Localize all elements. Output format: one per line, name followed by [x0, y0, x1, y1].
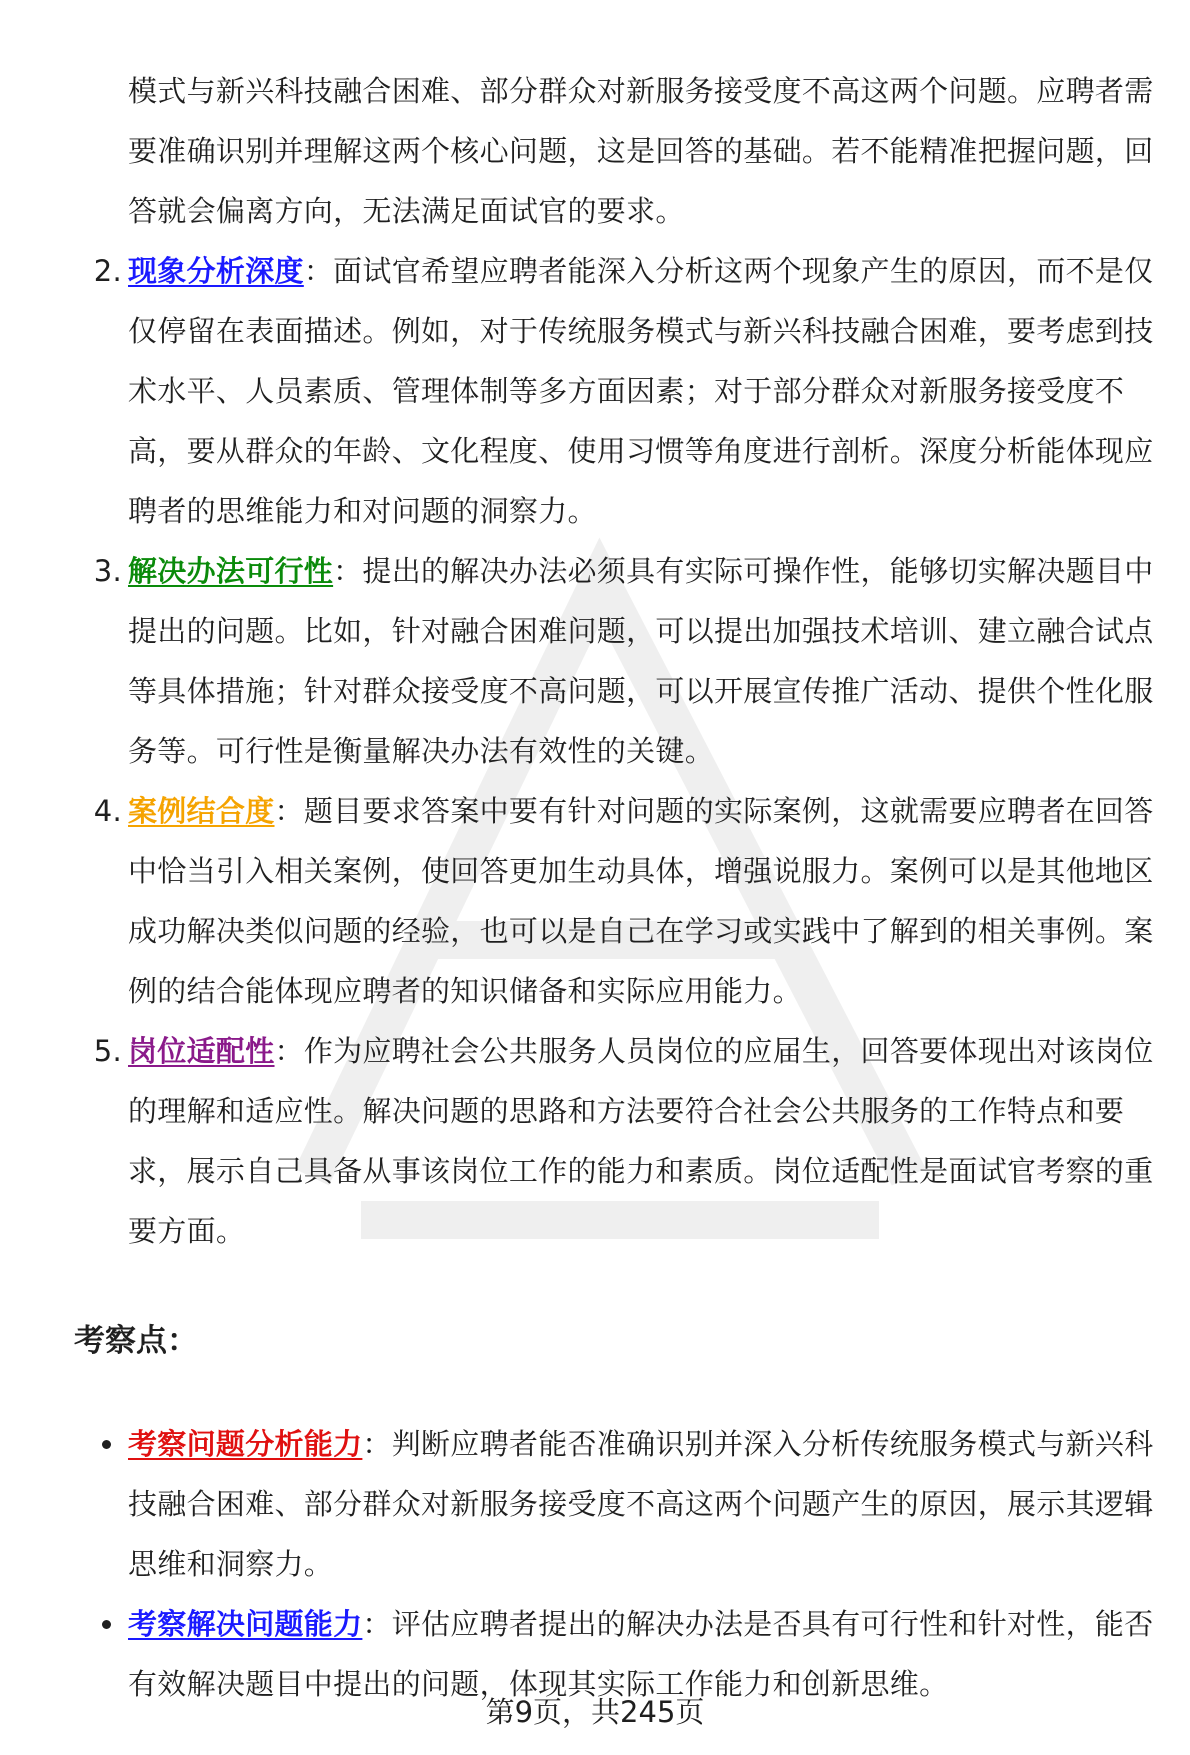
point-keyword-link[interactable]: 考察解决问题能力	[128, 1607, 363, 1641]
criteria-item	[93, 1021, 1158, 1261]
criteria-item	[93, 241, 1158, 541]
item-text: ：提出的解决办法必须具有实际可操作性，能够切实解决题目中提出的问题。比如，针对融合困难问题，可以提出加强技术培训、建立融合试点等具体措施；针对群众接受度不高问题，可以开展宣传推广活动、提供个性化服务等。可行性是衡量解决办法有效性的关键。	[128, 554, 1154, 768]
bullet-icon	[102, 1620, 111, 1629]
intro-text: 模式与新兴科技融合困难、部分群众对新服务接受度不高这两个问题。应聘者需要准确识别并理解这两个核心问题，这是回答的基础。若不能精准把握问题，回答就会偏离方向，无法满足面试官的要求。	[128, 74, 1154, 228]
item-keyword-link[interactable]: 解决办法可行性	[128, 554, 334, 588]
point-keyword-link[interactable]: 考察问题分析能力	[128, 1427, 363, 1461]
criteria-list	[93, 241, 1158, 1261]
item-keyword-link[interactable]: 案例结合度	[128, 794, 275, 828]
item-number: 3.	[93, 554, 122, 588]
item-number: 5.	[93, 1034, 122, 1068]
item-text: ：题目要求答案中要有针对问题的实际案例，这就需要应聘者在回答中恰当引入相关案例，使回答更加生动具体，增强说服力。案例可以是其他地区成功解决类似问题的经验，也可以是自己在学习或实践中了解到的相关事例。案例的结合能体现应聘者的知识储备和实际应用能力。	[128, 794, 1154, 1008]
item-text: ：作为应聘社会公共服务人员岗位的应届生，回答要体现出对该岗位的理解和适应性。解决问题的思路和方法要符合社会公共服务的工作特点和要求，展示自己具备从事该岗位工作的能力和素质。岗位适配性是面试官考察的重要方面。	[128, 1034, 1154, 1248]
section-title: 考察点：	[74, 1323, 198, 1359]
point-text: ：评估应聘者提出的解决办法是否具有可行性和针对性，能否有效解决题目中提出的问题，体现其实际工作能力和创新思维。	[128, 1607, 1154, 1701]
page-footer: 第9页，共245页	[485, 1695, 705, 1729]
bullet-icon	[102, 1440, 111, 1449]
criteria-item	[93, 541, 1158, 781]
intro-paragraph	[128, 61, 1158, 241]
assessment-points-list	[128, 1414, 1158, 1714]
assessment-point	[128, 1414, 1158, 1594]
item-number: 4.	[93, 794, 122, 828]
criteria-item	[93, 781, 1158, 1021]
item-number: 2.	[93, 254, 122, 288]
item-keyword-link[interactable]: 岗位适配性	[128, 1034, 275, 1068]
item-keyword-link[interactable]: 现象分析深度	[128, 254, 304, 288]
point-text: ：判断应聘者能否准确识别并深入分析传统服务模式与新兴科技融合困难、部分群众对新服务接受度不高这两个问题产生的原因，展示其逻辑思维和洞察力。	[128, 1427, 1154, 1581]
item-text: ：面试官希望应聘者能深入分析这两个现象产生的原因，而不是仅仅停留在表面描述。例如，对于传统服务模式与新兴科技融合困难，要考虑到技术水平、人员素质、管理体制等多方面因素；对于部分群众对新服务接受度不高，要从群众的年龄、文化程度、使用习惯等角度进行剖析。深度分析能体现应聘者的思维能力和对问题的洞察力。	[128, 254, 1154, 528]
